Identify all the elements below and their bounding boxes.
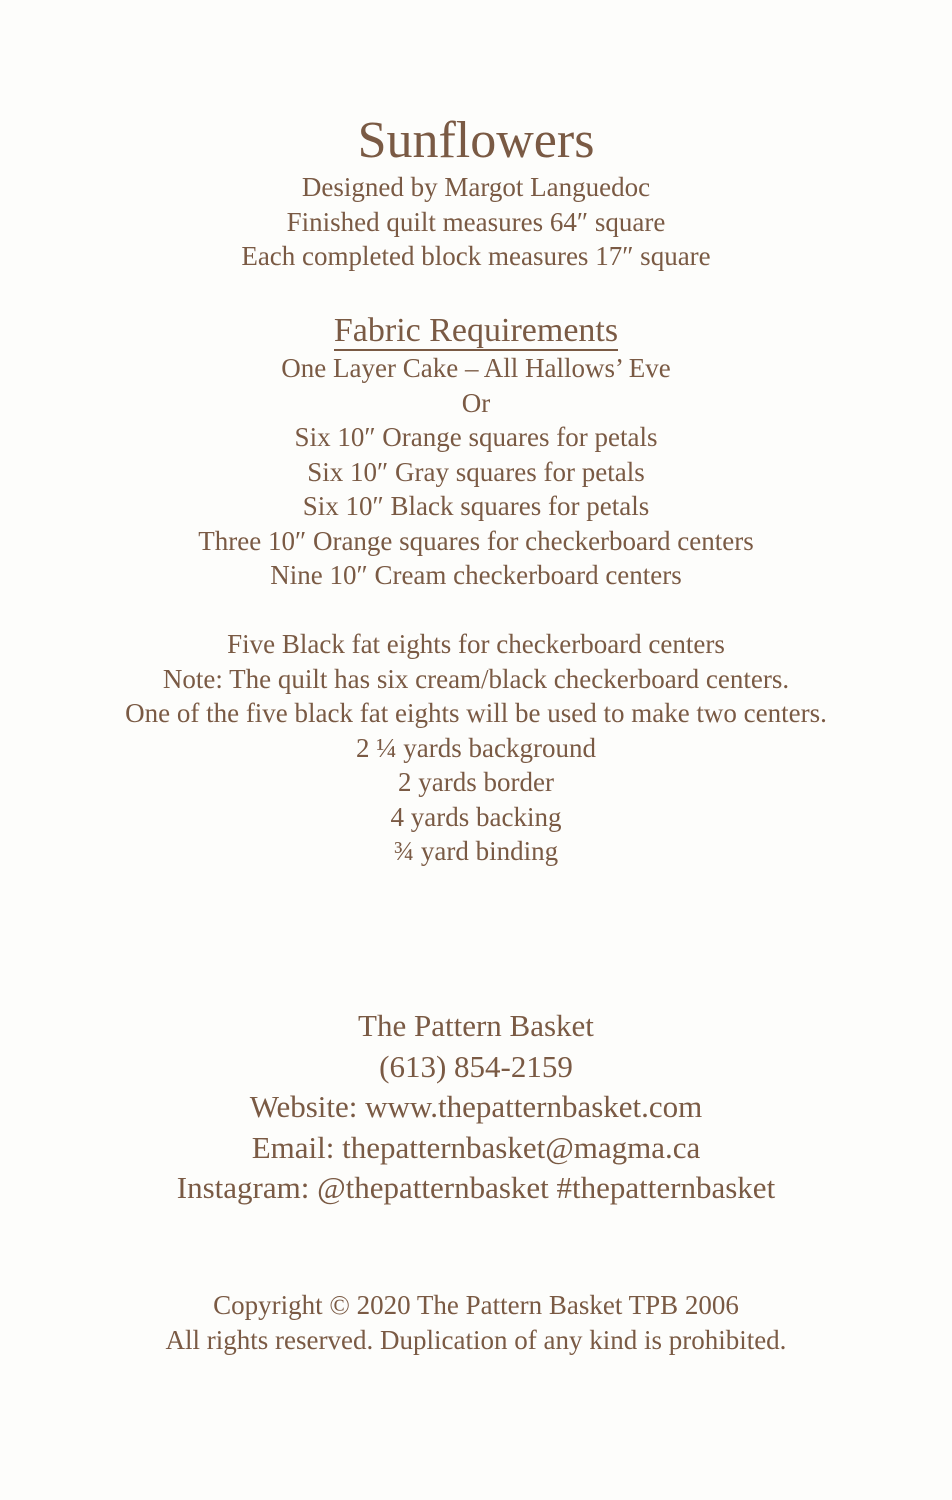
fabric-item: 2 ¼ yards background [356, 732, 596, 763]
website-line: Website: www.thepatternbasket.com [249, 1089, 703, 1124]
pattern-title: Sunflowers [357, 112, 595, 169]
fabric-item: Five Black fat eights for checkerboard centers [227, 629, 725, 659]
email-line: Email: thepatternbasket@magma.ca [251, 1129, 701, 1165]
instagram-line: Instagram: @thepatternbasket #thepatternbasket [176, 1170, 776, 1205]
phone-number: (613) 854-2159 [379, 1048, 573, 1084]
fabric-list-secondary [0, 627, 952, 869]
fabric-list-primary [0, 351, 952, 593]
fabric-item: Three 10″ Orange squares for checkerboard centers [198, 525, 754, 556]
rights-line: All rights reserved. Duplication of any kind is prohibited. [165, 1324, 787, 1355]
copyright-line: Copyright © 2020 The Pattern Basket TPB 2006 [213, 1290, 739, 1320]
fabric-item: Six 10″ Black squares for petals [302, 491, 650, 521]
fabric-requirements-section [0, 311, 952, 593]
designer-line: Designed by Margot Languedoc [301, 172, 651, 202]
fabric-item: 4 yards backing [390, 801, 562, 832]
fabric-item: Six 10″ Orange squares for petals [294, 422, 658, 452]
company-name: The Pattern Basket [358, 1008, 594, 1043]
fabric-item: Or [461, 387, 491, 418]
fabric-requirements-heading [0, 311, 952, 351]
fabric-item: One Layer Cake – All Hallows’ Eve [281, 353, 671, 383]
fabric-item: ¾ yard binding [393, 836, 559, 866]
header-section [0, 112, 952, 274]
quilt-size-line: Finished quilt measures 64″ square [286, 206, 666, 237]
fabric-item: 2 yards border [398, 767, 554, 797]
contact-section [0, 1006, 952, 1209]
block-size-line: Each completed block measures 17″ square [241, 241, 711, 271]
fabric-note: Note: The quilt has six cream/black checkerboard centers. [162, 663, 790, 694]
fabric-note: One of the five black fat eights will be used to make two centers. [125, 698, 827, 728]
fabric-item: Six 10″ Gray squares for petals [307, 456, 645, 487]
fabric-requirements-heading-text: Fabric Requirements [333, 312, 619, 349]
pattern-details [0, 170, 952, 274]
copyright-section [0, 1288, 952, 1357]
fabric-item: Nine 10″ Cream checkerboard centers [270, 560, 682, 590]
